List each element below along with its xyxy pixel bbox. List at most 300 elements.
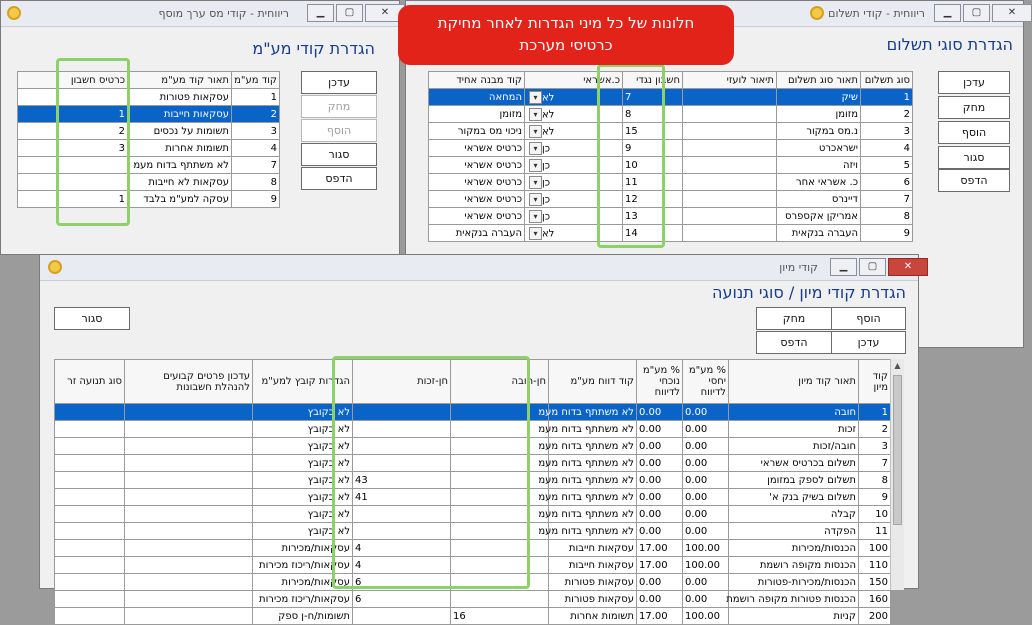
chevron-down-icon[interactable]: ▾	[529, 91, 542, 104]
col-sort-code[interactable]: קוד מיון	[859, 360, 891, 404]
cell-counter-account[interactable]: 13	[623, 208, 683, 225]
cell-vat-relative[interactable]: 100.00	[683, 540, 729, 557]
table-row[interactable]	[429, 225, 913, 242]
table-row[interactable]	[18, 123, 280, 140]
cell-desc[interactable]: לא משתתף בדוח מעמ	[128, 157, 232, 174]
cell-counter-account[interactable]: 10	[623, 157, 683, 174]
cell-vat-report[interactable]: עסקאות חייבות	[549, 557, 637, 574]
table-header-row	[18, 72, 280, 89]
cell-code[interactable]: 4	[861, 140, 913, 157]
col-vat-report-code[interactable]: קוד דווח מע"מ	[549, 360, 637, 404]
cell-desc[interactable]: זכות	[729, 421, 859, 438]
cell-vat-relative[interactable]: 0.00	[683, 438, 729, 455]
print-button[interactable]: הדפס	[938, 169, 1010, 192]
col-foreign-desc[interactable]: תיאור לועזי	[683, 72, 777, 89]
col-debit-account[interactable]: חן-חובה	[451, 360, 549, 404]
cell-debit[interactable]: 16	[451, 608, 549, 625]
cell-foreign[interactable]	[683, 140, 777, 157]
chevron-down-icon[interactable]: ▾	[529, 142, 542, 155]
cell-code[interactable]: 1	[859, 404, 891, 421]
minimize-icon[interactable]: ▁	[934, 4, 961, 22]
title-bar[interactable]	[40, 255, 918, 281]
cell-struct[interactable]: כרטיס אשראי	[429, 174, 525, 191]
cell-vat-report[interactable]: לא משתתף בדוח מעמ	[549, 506, 637, 523]
cell-credit-card[interactable]	[525, 157, 623, 174]
table-row[interactable]	[429, 174, 913, 191]
cell-fixed-update[interactable]	[125, 608, 253, 625]
add-button[interactable]: הוסף	[938, 121, 1010, 144]
cell-desc[interactable]: קבלה	[729, 506, 859, 523]
cell-vat-report[interactable]: עסקאות חייבות	[549, 540, 637, 557]
cell-struct[interactable]: כרטיס אשראי	[429, 208, 525, 225]
cell-code[interactable]: 110	[859, 557, 891, 574]
window-title: ריווחית - קודי מס ערך מוסף	[158, 7, 289, 20]
table-row[interactable]	[429, 106, 913, 123]
cell-vat-current[interactable]: 0.00	[637, 574, 683, 591]
table-row[interactable]	[55, 591, 891, 608]
cell-credit-card[interactable]	[525, 225, 623, 242]
cell-vat-file[interactable]: לא בקובץ	[253, 472, 353, 489]
table-row[interactable]	[55, 472, 891, 489]
col-account[interactable]: כרטיס חשבון	[18, 72, 128, 89]
cell-foreign[interactable]	[683, 123, 777, 140]
table-row-selected[interactable]	[55, 404, 891, 421]
cell-debit[interactable]	[451, 557, 549, 574]
cell-code[interactable]: 8	[861, 208, 913, 225]
cell-code[interactable]: 2	[232, 106, 280, 123]
chevron-down-icon[interactable]: ▾	[529, 227, 542, 240]
cell-vat-file[interactable]: לא בקובץ	[253, 506, 353, 523]
col-pay-code[interactable]: סוג תשלום	[861, 72, 913, 89]
cell-vat-file[interactable]: תשומות/ח-ן ספק	[253, 608, 353, 625]
cell-code[interactable]: 150	[859, 574, 891, 591]
cell-foreign-move[interactable]	[55, 608, 125, 625]
cell-struct[interactable]: כרטיס אשראי	[429, 157, 525, 174]
cell-desc[interactable]: עסקאות חייבות	[128, 106, 232, 123]
cell-fixed-update[interactable]	[125, 404, 253, 421]
cell-counter-account[interactable]: 11	[623, 174, 683, 191]
cell-code[interactable]: 5	[861, 157, 913, 174]
cell-foreign-move[interactable]	[55, 523, 125, 540]
table-row[interactable]	[429, 208, 913, 225]
cell-struct[interactable]: ניכוי מס במקור	[429, 123, 525, 140]
chevron-down-icon[interactable]: ▾	[529, 210, 542, 223]
cell-code[interactable]: 3	[859, 438, 891, 455]
cell-account[interactable]	[18, 89, 128, 106]
cell-code[interactable]: 9	[861, 225, 913, 242]
credit-card-value: כן	[542, 143, 551, 154]
cell-debit[interactable]	[451, 523, 549, 540]
cell-vat-current[interactable]: 17.00	[637, 540, 683, 557]
cell-debit[interactable]	[451, 438, 549, 455]
cell-foreign[interactable]	[683, 225, 777, 242]
table-row[interactable]	[55, 608, 891, 625]
chevron-down-icon[interactable]: ▾	[529, 108, 542, 121]
cell-fixed-update[interactable]	[125, 591, 253, 608]
cell-counter-account[interactable]: 12	[623, 191, 683, 208]
cell-vat-current[interactable]: 0.00	[637, 591, 683, 608]
cell-foreign-move[interactable]	[55, 557, 125, 574]
cell-desc[interactable]: חובה/זכות	[729, 438, 859, 455]
update-button[interactable]: עדכן	[301, 71, 377, 94]
table-row[interactable]	[55, 523, 891, 540]
cell-desc[interactable]: הכנסות מקופה רושמת	[729, 557, 859, 574]
cell-vat-current[interactable]: 0.00	[637, 489, 683, 506]
cell-vat-current[interactable]: 17.00	[637, 608, 683, 625]
cell-vat-report[interactable]: לא משתתף בדוח מעמ	[549, 523, 637, 540]
cell-vat-report[interactable]: עסקאות פטורות	[549, 574, 637, 591]
cell-vat-relative[interactable]: 0.00	[683, 421, 729, 438]
cell-desc[interactable]: שיק	[777, 89, 861, 106]
cell-vat-file[interactable]: לא בקובץ	[253, 523, 353, 540]
cell-code[interactable]: 1	[861, 89, 913, 106]
col-vat-desc[interactable]: תאור קוד מע"מ	[128, 72, 232, 89]
cell-desc[interactable]: אמריקן אקספרס	[777, 208, 861, 225]
scroll-up-icon[interactable]: ▲	[894, 361, 901, 370]
cell-foreign-move[interactable]	[55, 506, 125, 523]
cell-fixed-update[interactable]	[125, 574, 253, 591]
cell-code[interactable]: 2	[859, 421, 891, 438]
col-vat-file-settings[interactable]: הגדרות קובץ למע"מ	[253, 360, 353, 404]
update-button[interactable]: עדכן	[831, 331, 906, 354]
cell-vat-report[interactable]: לא משתתף בדוח מעמ	[549, 404, 637, 421]
cell-fixed-update[interactable]	[125, 489, 253, 506]
cell-vat-relative[interactable]: 0.00	[683, 506, 729, 523]
close-button[interactable]: סגור	[54, 307, 130, 330]
cell-struct[interactable]: העברה בנקאית	[429, 225, 525, 242]
cell-vat-file[interactable]: לא בקובץ	[253, 438, 353, 455]
credit-card-value: כן	[542, 160, 551, 171]
cell-vat-report[interactable]: לא משתתף בדוח מעמ	[549, 438, 637, 455]
cell-vat-file[interactable]: עסקאות/מכירות	[253, 574, 353, 591]
cell-desc[interactable]: עסקה למע"מ בלבד	[128, 191, 232, 208]
cell-desc[interactable]: חובה	[729, 404, 859, 421]
close-icon[interactable]: ✕	[992, 4, 1032, 22]
cell-account[interactable]: 1	[18, 106, 128, 123]
maximize-icon[interactable]: ▢	[859, 258, 886, 276]
chevron-down-icon[interactable]: ▾	[529, 159, 542, 172]
cell-vat-report[interactable]: תשומות אחרות	[549, 608, 637, 625]
cell-credit[interactable]	[353, 421, 451, 438]
cell-vat-current[interactable]: 0.00	[637, 421, 683, 438]
cell-account[interactable]: 3	[18, 140, 128, 157]
table-row[interactable]	[55, 506, 891, 523]
cell-code[interactable]: 1	[232, 89, 280, 106]
table-row[interactable]	[55, 421, 891, 438]
cell-vat-file[interactable]: עסקאות/ריכוז מכירות	[253, 557, 353, 574]
cell-vat-relative[interactable]: 0.00	[683, 404, 729, 421]
add-button[interactable]: הוסף	[831, 307, 906, 330]
cell-credit[interactable]	[353, 506, 451, 523]
cell-code[interactable]: 7	[232, 157, 280, 174]
cell-code[interactable]: 9	[859, 489, 891, 506]
cell-credit[interactable]	[353, 404, 451, 421]
cell-desc[interactable]: הכנסות/מכירות-פטורות	[729, 574, 859, 591]
cell-credit-card[interactable]	[525, 191, 623, 208]
cell-debit[interactable]	[451, 574, 549, 591]
cell-credit[interactable]: 41	[353, 489, 451, 506]
cell-desc[interactable]: תשלום בשיק בנק א'	[729, 489, 859, 506]
cell-vat-current[interactable]: 0.00	[637, 438, 683, 455]
cell-desc[interactable]: עסקאות פטורות	[128, 89, 232, 106]
cell-credit[interactable]	[353, 438, 451, 455]
cell-credit-card[interactable]	[525, 174, 623, 191]
minimize-icon[interactable]: ▁	[307, 4, 334, 22]
close-icon[interactable]: ✕	[888, 258, 928, 276]
page-title: הגדרת קודי מיון / סוגי תנועה	[712, 283, 906, 302]
chevron-down-icon[interactable]: ▾	[529, 176, 542, 189]
cell-debit[interactable]	[451, 489, 549, 506]
cell-vat-file[interactable]: עסקאות/ריכוז מכירות	[253, 591, 353, 608]
cell-credit[interactable]: 6	[353, 574, 451, 591]
table-row[interactable]	[55, 438, 891, 455]
cell-foreign[interactable]	[683, 174, 777, 191]
cell-vat-relative[interactable]: 0.00	[683, 489, 729, 506]
cell-desc[interactable]: מזומן	[777, 106, 861, 123]
cell-desc[interactable]: תשומות על נכסים	[128, 123, 232, 140]
cell-debit[interactable]	[451, 455, 549, 472]
cell-code[interactable]: 2	[861, 106, 913, 123]
print-button[interactable]: הדפס	[301, 167, 377, 190]
cell-debit[interactable]	[451, 421, 549, 438]
cell-vat-relative[interactable]: 0.00	[683, 472, 729, 489]
cell-debit[interactable]	[451, 404, 549, 421]
cell-credit[interactable]	[353, 608, 451, 625]
cell-counter-account[interactable]: 15	[623, 123, 683, 140]
table-row[interactable]	[18, 191, 280, 208]
cell-desc[interactable]: קניות	[729, 608, 859, 625]
cell-desc[interactable]: כ. אשראי אחר	[777, 174, 861, 191]
cell-debit[interactable]	[451, 591, 549, 608]
table-row[interactable]	[18, 157, 280, 174]
cell-account[interactable]: 2	[18, 123, 128, 140]
cell-fixed-update[interactable]	[125, 472, 253, 489]
col-vat-code[interactable]: קוד מע"מ	[232, 72, 280, 89]
col-vat-relative[interactable]: % מע"מ יחסי לדיווח	[683, 360, 729, 404]
title-bar[interactable]	[1, 1, 399, 27]
cell-vat-relative[interactable]: 0.00	[683, 455, 729, 472]
cell-vat-report[interactable]: לא משתתף בדוח מעמ	[549, 489, 637, 506]
cell-foreign-move[interactable]	[55, 540, 125, 557]
cell-credit-card[interactable]	[525, 140, 623, 157]
cell-counter-account[interactable]: 14	[623, 225, 683, 242]
cell-code[interactable]: 8	[859, 472, 891, 489]
cell-struct[interactable]: כרטיס אשראי	[429, 140, 525, 157]
cell-foreign-move[interactable]	[55, 472, 125, 489]
cell-desc[interactable]: תשלום לספק במזומן	[729, 472, 859, 489]
cell-vat-report[interactable]: לא משתתף בדוח מעמ	[549, 472, 637, 489]
cell-struct[interactable]: המחאה	[429, 89, 525, 106]
table-row-selected[interactable]	[18, 106, 280, 123]
table-row[interactable]	[55, 557, 891, 574]
cell-credit-card[interactable]	[525, 123, 623, 140]
cell-vat-file[interactable]: לא בקובץ	[253, 455, 353, 472]
cell-code[interactable]: 10	[859, 506, 891, 523]
vat-codes-window	[0, 0, 400, 255]
table-row[interactable]	[18, 140, 280, 157]
cell-vat-current[interactable]: 0.00	[637, 506, 683, 523]
cell-debit[interactable]	[451, 540, 549, 557]
cell-foreign-move[interactable]	[55, 455, 125, 472]
delete-button[interactable]: מחק	[756, 307, 832, 330]
col-credit-card[interactable]: כ.אשראי	[525, 72, 623, 89]
cell-desc[interactable]: הכנסות/מכירות	[729, 540, 859, 557]
close-icon[interactable]: ✕	[365, 4, 405, 22]
col-counter-account[interactable]: חשבון נגדי	[623, 72, 683, 89]
cell-foreign-move[interactable]	[55, 489, 125, 506]
cell-desc[interactable]: תשלום בכרטיס אשראי	[729, 455, 859, 472]
cell-foreign[interactable]	[683, 89, 777, 106]
cell-foreign[interactable]	[683, 208, 777, 225]
cell-credit[interactable]: 43	[353, 472, 451, 489]
window-title: קודי מיון	[779, 261, 818, 274]
cell-fixed-update[interactable]	[125, 438, 253, 455]
cell-code[interactable]: 7	[861, 191, 913, 208]
col-foreign-movement[interactable]: סוג תנועה זר	[55, 360, 125, 404]
table-row[interactable]	[55, 574, 891, 591]
cell-desc[interactable]: תשומות אחרות	[128, 140, 232, 157]
col-sort-desc[interactable]: תאור קוד מיון	[729, 360, 859, 404]
add-button[interactable]: הוסף	[301, 119, 377, 142]
cell-fixed-update[interactable]	[125, 557, 253, 574]
cell-credit-card[interactable]	[525, 208, 623, 225]
cell-credit[interactable]: 4	[353, 557, 451, 574]
cell-vat-report[interactable]: עסקאות פטורות	[549, 591, 637, 608]
cell-vat-file[interactable]: עסקאות/מכירות	[253, 540, 353, 557]
cell-counter-account[interactable]: 9	[623, 140, 683, 157]
table-row[interactable]	[429, 191, 913, 208]
table-row[interactable]	[429, 157, 913, 174]
table-header-row	[55, 360, 891, 404]
cell-desc[interactable]: העברה בנקאית	[777, 225, 861, 242]
cell-desc[interactable]: ישראכרט	[777, 140, 861, 157]
cell-vat-file[interactable]: לא בקובץ	[253, 421, 353, 438]
table-row[interactable]	[18, 174, 280, 191]
cell-credit[interactable]: 4	[353, 540, 451, 557]
maximize-icon[interactable]: ▢	[963, 4, 990, 22]
cell-vat-file[interactable]: לא בקובץ	[253, 404, 353, 421]
table-row[interactable]	[55, 540, 891, 557]
table-row-selected[interactable]	[429, 89, 913, 106]
cell-credit-card[interactable]	[525, 106, 623, 123]
cell-vat-current[interactable]: 0.00	[637, 404, 683, 421]
vertical-scrollbar[interactable]	[890, 359, 904, 590]
table-row[interactable]	[55, 455, 891, 472]
cell-vat-file[interactable]: לא בקובץ	[253, 489, 353, 506]
cell-desc[interactable]: דיינרס	[777, 191, 861, 208]
cell-vat-report[interactable]: לא משתתף בדוח מעמ	[549, 455, 637, 472]
cell-desc[interactable]: עסקאות לא חייבות	[128, 174, 232, 191]
cell-credit[interactable]	[353, 455, 451, 472]
cell-fixed-update[interactable]	[125, 523, 253, 540]
cell-account[interactable]	[18, 174, 128, 191]
cell-desc[interactable]: נ.מס במקור	[777, 123, 861, 140]
cell-code[interactable]: 8	[232, 174, 280, 191]
chevron-down-icon[interactable]: ▾	[529, 125, 542, 138]
cell-vat-relative[interactable]: 0.00	[683, 591, 729, 608]
cell-foreign[interactable]	[683, 157, 777, 174]
cell-credit[interactable]	[353, 523, 451, 540]
cell-desc[interactable]: הכנסות פטורות מקופה רושמת	[729, 591, 859, 608]
maximize-icon[interactable]: ▢	[336, 4, 363, 22]
cell-code[interactable]: 7	[859, 455, 891, 472]
cell-vat-relative[interactable]: 0.00	[683, 523, 729, 540]
cell-account[interactable]	[18, 157, 128, 174]
cell-code[interactable]: 100	[859, 540, 891, 557]
cell-code[interactable]: 9	[232, 191, 280, 208]
update-button[interactable]: עדכן	[938, 71, 1010, 94]
scroll-thumb[interactable]	[893, 375, 902, 525]
cell-debit[interactable]	[451, 472, 549, 489]
cell-vat-current[interactable]: 0.00	[637, 455, 683, 472]
cell-vat-current[interactable]: 0.00	[637, 523, 683, 540]
app-icon	[810, 6, 824, 20]
cell-foreign-move[interactable]	[55, 438, 125, 455]
cell-vat-relative[interactable]: 100.00	[683, 557, 729, 574]
table-row[interactable]	[18, 89, 280, 106]
cell-struct[interactable]: מזומן	[429, 106, 525, 123]
table-row[interactable]	[55, 489, 891, 506]
cell-code[interactable]: 6	[861, 174, 913, 191]
col-unified-struct[interactable]: קוד מבנה אחיד	[429, 72, 525, 89]
cell-desc[interactable]: הפקדה	[729, 523, 859, 540]
cell-counter-account[interactable]: 8	[623, 106, 683, 123]
cell-code[interactable]: 4	[232, 140, 280, 157]
cell-vat-current[interactable]: 17.00	[637, 557, 683, 574]
close-button[interactable]: סגור	[938, 146, 1010, 169]
cell-account[interactable]: 1	[18, 191, 128, 208]
cell-foreign[interactable]	[683, 191, 777, 208]
chevron-down-icon[interactable]: ▾	[529, 193, 542, 206]
cell-code[interactable]: 3	[861, 123, 913, 140]
cell-code[interactable]: 160	[859, 591, 891, 608]
delete-button[interactable]: מחק	[938, 96, 1010, 119]
table-row[interactable]	[429, 140, 913, 157]
cell-counter-account[interactable]: 7	[623, 89, 683, 106]
cell-foreign-move[interactable]	[55, 574, 125, 591]
col-vat-current[interactable]: % מע"מ נוכחי לדיווח	[637, 360, 683, 404]
cell-code[interactable]: 3	[232, 123, 280, 140]
cell-debit[interactable]	[451, 506, 549, 523]
cell-code[interactable]: 200	[859, 608, 891, 625]
col-credit-account[interactable]: חן-זכות	[353, 360, 451, 404]
cell-credit[interactable]: 6	[353, 591, 451, 608]
cell-foreign-move[interactable]	[55, 591, 125, 608]
cell-fixed-update[interactable]	[125, 540, 253, 557]
cell-foreign[interactable]	[683, 106, 777, 123]
cell-fixed-update[interactable]	[125, 421, 253, 438]
cell-desc[interactable]: ויזה	[777, 157, 861, 174]
close-button[interactable]: סגור	[301, 143, 377, 166]
minimize-icon[interactable]: ▁	[830, 258, 857, 276]
delete-button[interactable]: מחק	[301, 95, 377, 118]
cell-vat-relative[interactable]: 0.00	[683, 574, 729, 591]
table-row[interactable]	[429, 123, 913, 140]
cell-vat-relative[interactable]: 100.00	[683, 608, 729, 625]
print-button[interactable]: הדפס	[756, 331, 832, 354]
cell-credit-card[interactable]	[525, 89, 623, 106]
cell-code[interactable]: 11	[859, 523, 891, 540]
col-pay-desc[interactable]: תאור סוג תשלום	[777, 72, 861, 89]
cell-vat-report[interactable]: לא משתתף בדוח מעמ	[549, 421, 637, 438]
cell-struct[interactable]: כרטיס אשראי	[429, 191, 525, 208]
cell-foreign-move[interactable]	[55, 421, 125, 438]
cell-fixed-update[interactable]	[125, 455, 253, 472]
col-fixed-details-update[interactable]: עדכון פרטים קבועים להנהלת חשבונות	[125, 360, 253, 404]
cell-foreign-move[interactable]	[55, 404, 125, 421]
cell-fixed-update[interactable]	[125, 506, 253, 523]
cell-vat-current[interactable]: 0.00	[637, 472, 683, 489]
